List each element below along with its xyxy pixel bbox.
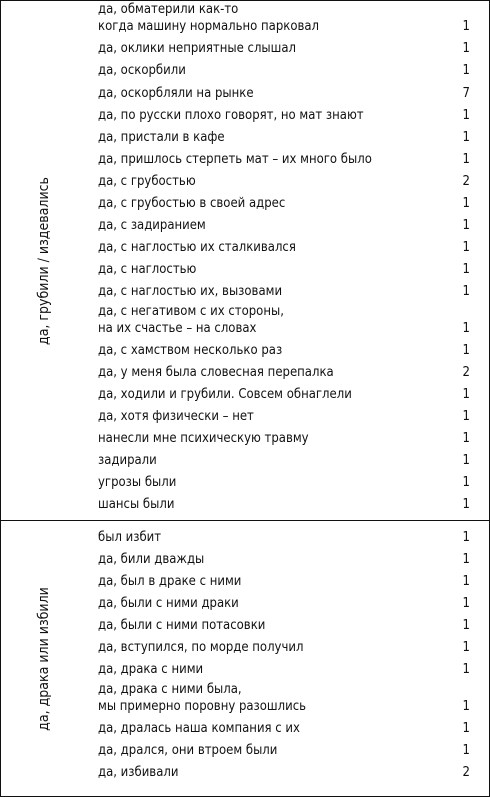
response-text: да, с задиранием — [98, 218, 206, 233]
response-count: 1 — [462, 743, 470, 758]
table-row — [98, 337, 470, 359]
response-text: шансы были — [98, 497, 175, 512]
response-count: 1 — [462, 409, 470, 424]
response-count: 1 — [462, 240, 470, 255]
response-text: да, обматерили как-то когда машину нормально парковал — [98, 2, 320, 34]
table-row — [98, 656, 470, 678]
response-count: 1 — [462, 721, 470, 736]
response-text: да, дралась наша компания с их — [98, 721, 300, 736]
response-text: да, были с ними драки — [98, 596, 239, 611]
table-row — [98, 546, 470, 568]
table-row — [98, 102, 470, 124]
response-count: 1 — [462, 321, 470, 336]
response-count: 1 — [462, 497, 470, 512]
response-text: да, дрался, они втроем были — [98, 743, 278, 758]
response-text: да, были с ними потасовки — [98, 618, 266, 633]
table-row — [98, 590, 470, 612]
response-count: 1 — [462, 130, 470, 145]
table-row — [98, 256, 470, 278]
response-count: 1 — [462, 552, 470, 567]
table-row — [98, 634, 470, 656]
table-row — [98, 469, 470, 491]
response-count: 7 — [462, 86, 470, 101]
table-row — [98, 678, 470, 715]
response-text: задирали — [98, 453, 157, 468]
response-text: да, с негативом с их стороны, на их счастье – на словах — [98, 304, 284, 336]
response-text: да, у меня была словесная перепалка — [98, 365, 334, 380]
response-text: да, били дважды — [98, 552, 205, 567]
table-row — [98, 425, 470, 447]
response-count: 1 — [462, 640, 470, 655]
response-text: да, оскорбляли на рынке — [98, 86, 254, 101]
table-row — [98, 0, 470, 35]
response-text: да, с хамством несколько раз — [98, 343, 283, 358]
response-text: нанесли мне психическую травму — [98, 431, 309, 446]
table-row — [98, 737, 470, 759]
response-text: да, по русски плохо говорят, но мат знают — [98, 108, 364, 123]
response-count: 1 — [462, 596, 470, 611]
response-text: да, ходили и грубили. Совсем обнаглели — [98, 387, 352, 402]
response-count: 2 — [462, 365, 470, 380]
group-label: да, грубили / издевались — [36, 176, 52, 345]
response-text: да, оклики неприятные слышал — [98, 41, 297, 56]
table-row — [98, 35, 470, 57]
response-text: да, с грубостью в своей адрес — [98, 196, 286, 211]
table-row — [98, 524, 470, 546]
table-row — [98, 447, 470, 469]
response-count: 1 — [462, 108, 470, 123]
response-count: 1 — [462, 530, 470, 545]
response-text: да, хотя физически – нет — [98, 409, 254, 424]
response-count: 1 — [462, 63, 470, 78]
table-row — [98, 190, 470, 212]
response-count: 1 — [462, 618, 470, 633]
response-text: да, пришлось стерпеть мат – их много было — [98, 152, 372, 167]
response-count: 1 — [462, 19, 470, 34]
group-label: да, драка или избили — [36, 587, 52, 731]
response-count: 1 — [462, 41, 470, 56]
response-text: да, с грубостью — [98, 174, 196, 189]
table-row — [98, 79, 470, 102]
response-text: да, оскорбили — [98, 63, 186, 78]
response-count: 1 — [462, 453, 470, 468]
table-row — [98, 234, 470, 256]
response-text: да, с наглостью — [98, 262, 197, 277]
table-row — [98, 359, 470, 381]
table-row — [98, 124, 470, 146]
table-group-insulted — [1, 1, 489, 520]
table-row — [98, 146, 470, 168]
table-group-fight — [1, 520, 489, 797]
response-count: 1 — [462, 475, 470, 490]
group-label-cell — [1, 1, 87, 520]
response-text: да, вступился, по морде получил — [98, 640, 304, 655]
response-count: 1 — [462, 387, 470, 402]
table-row — [98, 212, 470, 234]
table-row — [98, 568, 470, 590]
table-row — [98, 381, 470, 403]
response-count: 2 — [462, 765, 470, 780]
response-count: 1 — [462, 431, 470, 446]
table-row — [98, 57, 470, 79]
response-count: 1 — [462, 574, 470, 589]
response-count: 1 — [462, 152, 470, 167]
table-row — [98, 759, 470, 781]
response-text: был избит — [98, 530, 162, 545]
response-text: да, драка с ними была, мы примерно поровну разошлись — [98, 682, 307, 714]
table-row — [98, 612, 470, 634]
table-row — [98, 278, 470, 300]
table-row — [98, 300, 470, 337]
response-text: да, был в драке с ними — [98, 574, 242, 589]
response-text: да, с наглостью их, вызовами — [98, 284, 283, 299]
response-count: 1 — [462, 662, 470, 677]
response-count: 1 — [462, 196, 470, 211]
table-row — [98, 168, 470, 190]
response-count: 1 — [462, 262, 470, 277]
table-row — [98, 403, 470, 425]
response-text: да, избивали — [98, 765, 179, 780]
response-count: 2 — [462, 174, 470, 189]
group-label-cell — [1, 521, 87, 797]
response-count: 1 — [462, 284, 470, 299]
response-count: 1 — [462, 343, 470, 358]
response-text: да, с наглостью их сталкивался — [98, 240, 296, 255]
response-text: да, драка с ними — [98, 662, 204, 677]
response-count: 1 — [462, 699, 470, 714]
table-row — [98, 715, 470, 737]
table-row — [98, 491, 470, 513]
response-count: 1 — [462, 218, 470, 233]
response-text: угрозы были — [98, 475, 177, 490]
response-text: да, пристали в кафе — [98, 130, 225, 145]
